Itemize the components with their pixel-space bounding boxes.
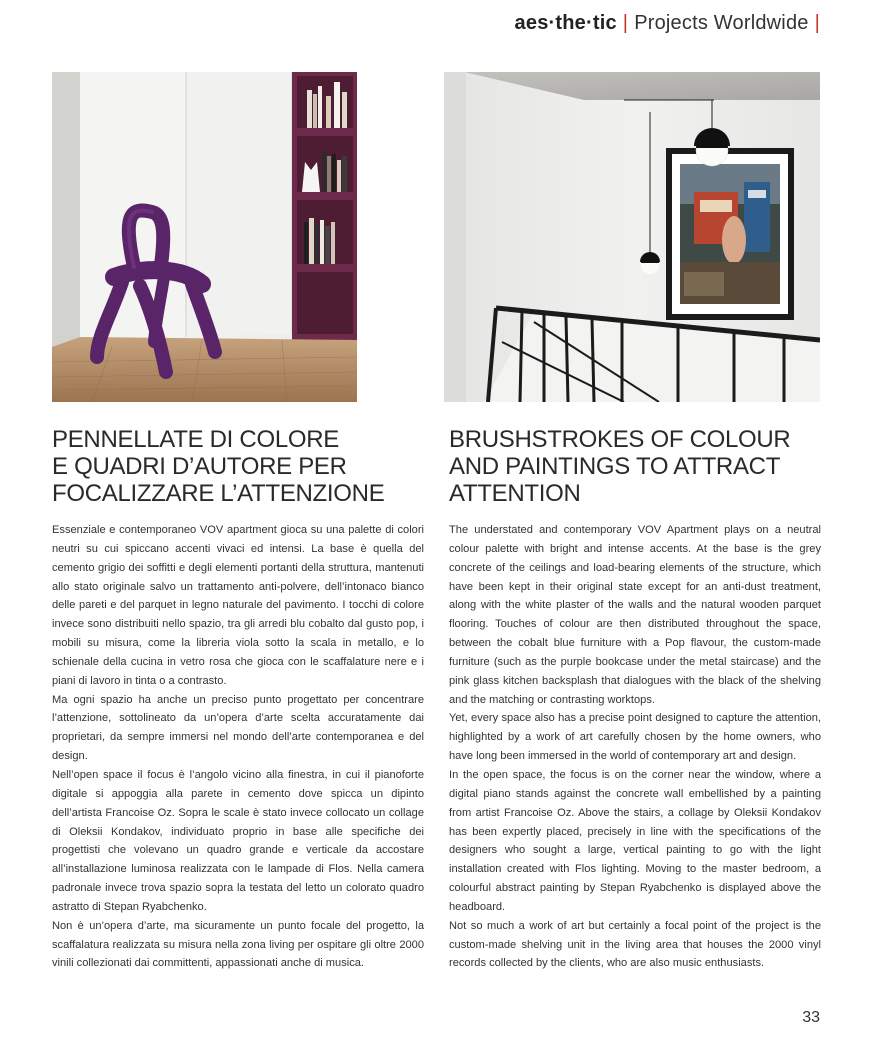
page-header xyxy=(515,12,820,35)
photo-purple-chair-svg xyxy=(52,72,357,402)
italian-paragraph: Ma ogni spazio ha anche un preciso punto progettato per concentrare l’attenzione, sottolineato da un’opera d’arte scelta accuratamente dai proprietari, da sempre immersi nel mondo dell’arte contemporanea e del design. xyxy=(52,693,424,763)
italian-paragraph: Essenziale e contemporaneo VOV apartment gioca su una palette di colori neutri su cui spiccano accenti vivaci ed intensi. La base è quella del cemento grigio dei soffitti e degli elementi portanti della struttura, mantenuti allo stato originale salvo un trattamento anti-polvere, dell’intonaco bianco delle pareti e del parquet in legno naturale del pavimento. I tocchi di colore invece sono distribuiti nello spazio, tra gli arredi blu cobalto dal gusto pop, i mobili su misura, come la libreria viola sotto la scala in metallo, e lo schienale della cucina in vetro rosa che gioca con le scaffalature nere e i piani di lavoro in tinta o a contrasto. xyxy=(52,524,424,687)
english-paragraph: Not so much a work of art but certainly a focal point of the project is the custom-made shelving unit in the living area that houses the 2000 vinyl records collected by the clients, who are also music enthusiasts. xyxy=(449,919,821,970)
header-separator-end: | xyxy=(814,12,820,34)
english-article xyxy=(449,426,821,973)
italian-title xyxy=(52,426,424,507)
english-paragraph: Yet, every space also has a precise point designed to capture the attention, highlighted by a work of art carefully chosen by the home owners, who have long been immersed in the world of contemporary art and design. xyxy=(449,712,821,763)
italian-title-line: E QUADRI D’AUTORE PER xyxy=(52,453,347,480)
english-title xyxy=(449,426,821,507)
section-title: Projects Worldwide xyxy=(634,12,809,34)
italian-article xyxy=(52,426,424,973)
photo-staircase-artwork xyxy=(444,72,820,402)
italian-title-line: FOCALIZZARE L’ATTENZIONE xyxy=(52,480,385,507)
italian-paragraph: Nell’open space il focus è l’angolo vicino alla finestra, in cui il pianoforte digitale si appoggia alla parete in cemento dove spicca un dipinto dell’artista Francoise Oz. Sopra le scale è stato invece collocato un collage di Oleksii Kondakov, individuato proprio in base alle specifiche dei progettisti che volevano un quadro grande e verticale da accostare all’installazione luminosa realizzata con le lampade di Flos. Nella camera padronale invece trova spazio sopra la testata del letto un colorato quadro astratto di Stepan Ryabchenko. xyxy=(52,768,424,913)
english-title-line: AND PAINTINGS TO ATTRACT xyxy=(449,453,781,480)
italian-title-line: PENNELLATE DI COLORE xyxy=(52,426,339,453)
page-number: 33 xyxy=(802,1009,820,1026)
photo-purple-chair xyxy=(52,72,357,402)
english-paragraph: In the open space, the focus is on the corner near the window, where a digital piano stands against the concrete wall embellished by a painting from artist Francoise Oz. Above the stairs, a collage by Oleksii Kondakov has been expertly placed, precisely in line with the specifications of the designers who sought a large, vertical painting to go with the light installation created with Flos lighting. Moving to the master bedroom, a colourful abstract painting by Stepan Ryabchenko is displayed above the headboard. xyxy=(449,768,821,913)
photo-staircase-svg xyxy=(444,72,820,402)
english-title-line: ATTENTION xyxy=(449,480,581,507)
header-separator: | xyxy=(622,12,629,34)
brand-logo: aes·the·tic xyxy=(514,12,617,34)
english-title-line: BRUSHSTROKES OF COLOUR xyxy=(449,426,791,453)
english-paragraph: The understated and contemporary VOV Apartment plays on a neutral colour palette with bright and intense accents. At the base is the grey concrete of the ceilings and load-bearing elements of the structure, which have been kept in their original state except for an anti-dust treatment, along with the white plaster of the walls and the natural wooden parquet flooring. Touches of colour are then distributed throughout the space, between the cobalt blue furniture with a Pop flavour, the custom-made furniture (such as the purple bookcase under the metal staircase) and the pink glass kitchen backsplash that dialogues with the black of the shelving and the matching or contrasting worktops. xyxy=(449,524,821,706)
italian-paragraph: Non è un’opera d’arte, ma sicuramente un punto focale del progetto, la scaffalatura realizzata su misura nella zona living per ospitare gli oltre 2000 vinili collezionati dai committenti, appassionati anche di musica. xyxy=(52,919,424,970)
